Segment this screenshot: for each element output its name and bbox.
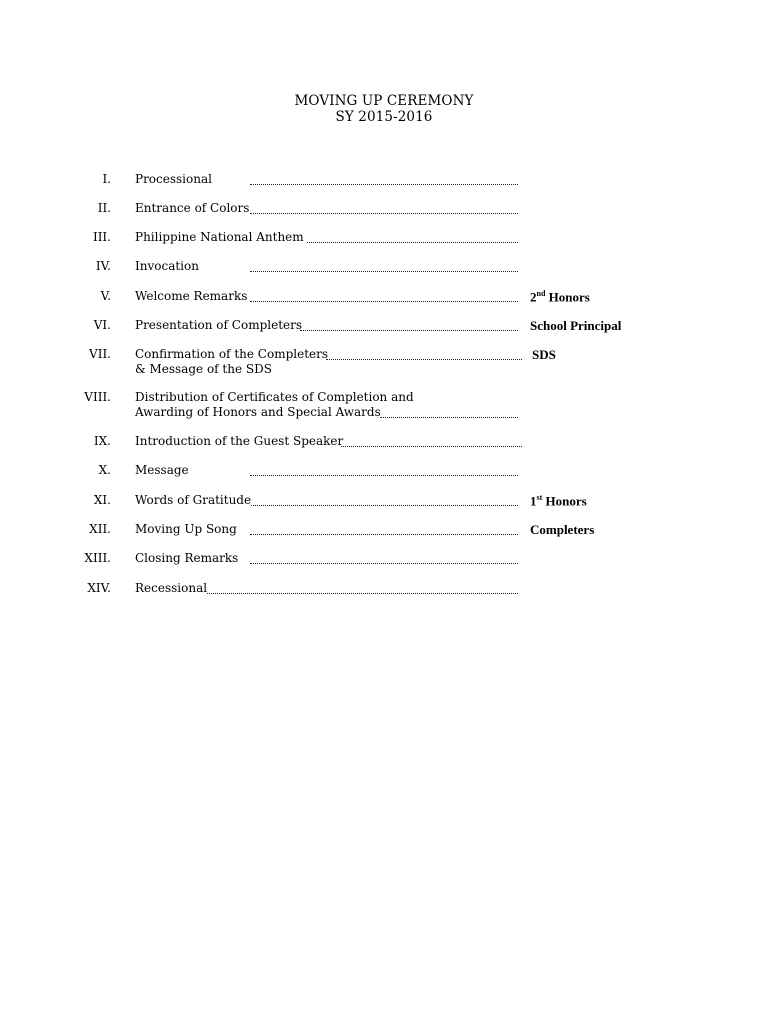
program-item-10 xyxy=(0,463,768,478)
item-label: Confirmation of the Completers xyxy=(135,347,329,361)
item-number: X. xyxy=(98,463,111,477)
item-number: IV. xyxy=(95,259,111,273)
program-item-7 xyxy=(0,347,768,376)
program-item-3 xyxy=(0,230,768,245)
program-item-6 xyxy=(0,318,768,333)
item-assignee: School Principal xyxy=(530,318,622,333)
item-label-line2: & Message of the SDS xyxy=(135,362,272,376)
item-label: Processional xyxy=(135,172,212,186)
item-number: I. xyxy=(102,172,111,186)
program-item-11 xyxy=(0,493,768,508)
program-item-2 xyxy=(0,201,768,216)
item-number: XIII. xyxy=(84,551,111,565)
item-number: XIV. xyxy=(87,581,111,595)
item-number: V. xyxy=(100,289,111,303)
item-label: Welcome Remarks xyxy=(135,289,248,303)
page-subtitle: SY 2015-2016 xyxy=(335,109,433,125)
program-item-12 xyxy=(0,522,768,537)
dot-leader xyxy=(250,198,518,214)
dot-leader xyxy=(207,578,518,594)
item-label: Closing Remarks xyxy=(135,551,239,565)
item-number: IX. xyxy=(93,434,111,448)
dot-leader xyxy=(251,490,518,506)
item-label: Invocation xyxy=(135,259,199,273)
dot-leader xyxy=(300,315,518,331)
item-label: Introduction of the Guest Speaker xyxy=(135,434,344,448)
item-label: Distribution of Certificates of Completion and xyxy=(135,390,414,404)
dot-leader xyxy=(250,519,518,535)
item-label-line2: Awarding of Honors and Special Awards xyxy=(135,405,381,419)
item-assignee: SDS xyxy=(532,347,556,362)
program-item-13 xyxy=(0,551,768,566)
program-item-9 xyxy=(0,434,768,449)
item-number: XII. xyxy=(89,522,111,536)
item-number: III. xyxy=(92,230,111,244)
dot-leader xyxy=(250,169,518,185)
item-assignee: 2nd Honors xyxy=(530,289,590,305)
item-label: Moving Up Song xyxy=(135,522,237,536)
dot-leader xyxy=(250,286,518,302)
item-number: VIII. xyxy=(84,390,111,404)
item-label: Words of Gratitude xyxy=(135,493,252,507)
program-item-5 xyxy=(0,289,768,304)
item-number: VII. xyxy=(89,347,111,361)
item-label: Message xyxy=(135,463,189,477)
item-label: Entrance of Colors xyxy=(135,201,250,215)
dot-leader xyxy=(380,402,518,418)
page-title: MOVING UP CEREMONY xyxy=(294,93,474,109)
item-label: Presentation of Completers xyxy=(135,318,303,332)
item-label: Recessional xyxy=(135,581,208,595)
item-label: Philippine National Anthem xyxy=(135,230,304,244)
item-number: VI. xyxy=(93,318,111,332)
dot-leader xyxy=(250,256,518,272)
dot-leader xyxy=(307,227,518,243)
program-item-1 xyxy=(0,172,768,187)
dot-leader xyxy=(341,431,522,447)
program-item-8 xyxy=(0,390,768,419)
dot-leader xyxy=(250,460,518,476)
item-assignee: 1st Honors xyxy=(530,493,587,509)
dot-leader xyxy=(326,344,522,360)
item-assignee: Completers xyxy=(530,522,595,537)
program-item-14 xyxy=(0,581,768,596)
dot-leader xyxy=(250,548,518,564)
item-number: II. xyxy=(97,201,111,215)
program-item-4 xyxy=(0,259,768,274)
item-number: XI. xyxy=(93,493,111,507)
